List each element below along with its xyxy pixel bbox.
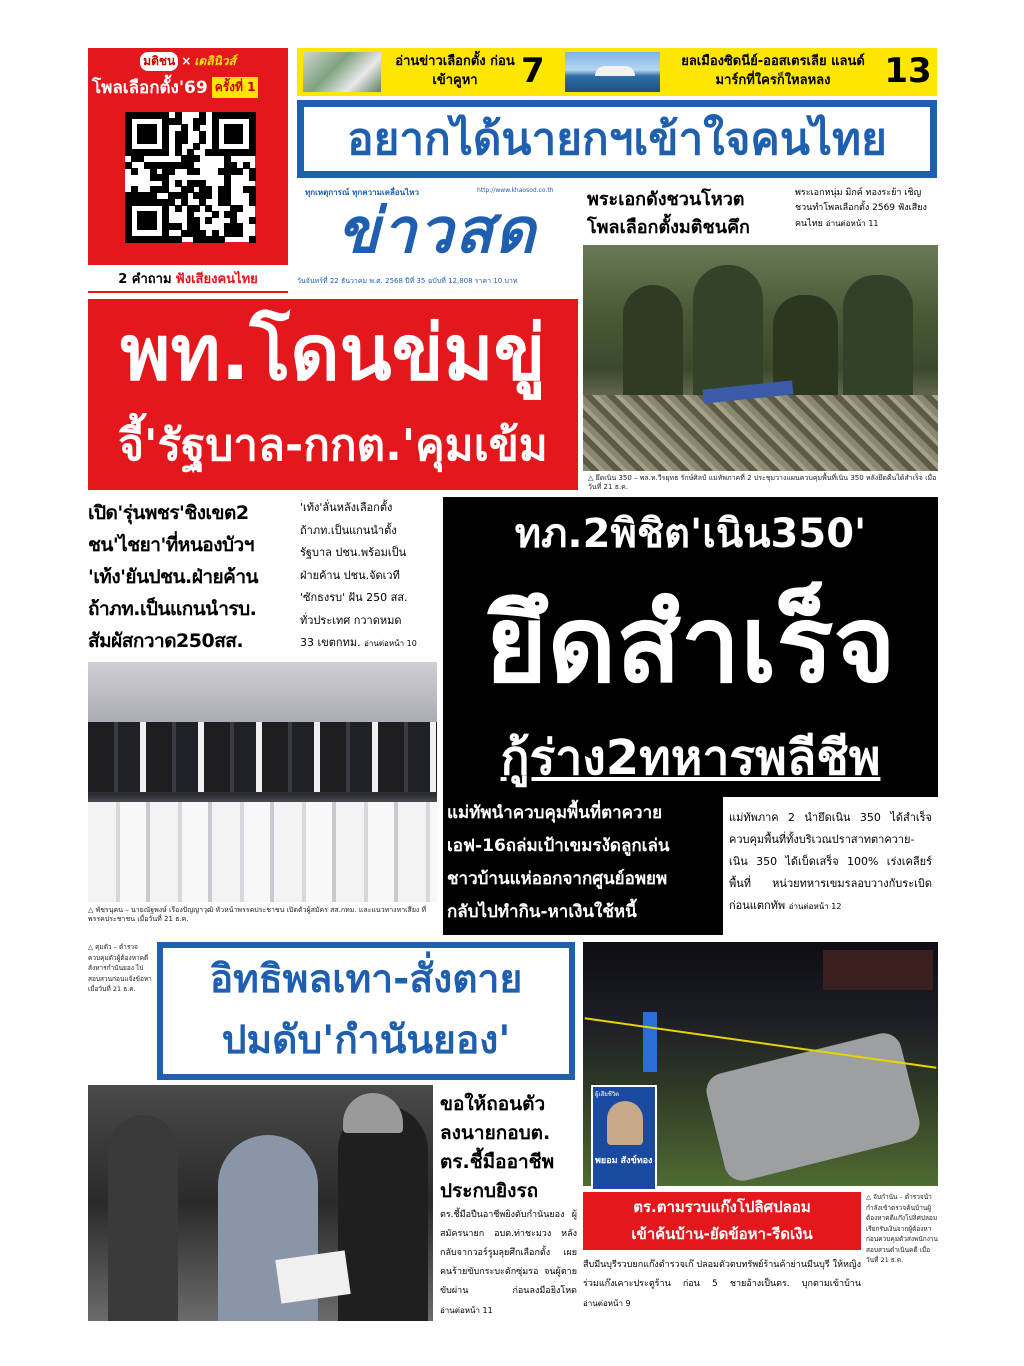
qr-module <box>168 168 175 175</box>
qr-module <box>212 211 219 218</box>
politics-body-line: ฝ่ายค้าน ปชน.จัดเวที <box>300 568 400 582</box>
main-red-line2[interactable]: จี้'รัฐบาล-กกต.'คุมเข้ม <box>118 420 548 471</box>
politics-body <box>300 497 437 656</box>
qr-module <box>193 155 200 162</box>
group-photo[interactable] <box>88 662 437 902</box>
teaser-text-sydney[interactable]: ยลเมืองซิดนีย์-ออสเตรเลีย แลนด์มาร์กที่ใครก็ใหลหลง <box>681 54 865 88</box>
crime-body-text: ตร.ชี้มือปืนอาชีพยิงดับกำนันยอง ผู้สมัครนายก อบต.ท่าชะมวง หลังกลับจากวอร์รูมลุยศึกเลือกตั้ง เผยคนร้ายขับกระบะดักซุ่มรอ จนผู้ตายขับผ่าน ก่อนลงมือยิงโหด <box>440 1210 577 1296</box>
politics-more[interactable]: อ่านต่อหน้า 10 <box>364 639 417 648</box>
camera-icon: △ <box>588 474 594 482</box>
matichon-logo: มติชน <box>140 52 178 71</box>
qr-module <box>236 137 243 144</box>
victim-inset[interactable] <box>591 1085 657 1191</box>
top-banner <box>297 100 937 178</box>
main-red-line1[interactable]: พท.โดนข่มขู่ <box>120 308 546 397</box>
camera-icon: △ <box>88 943 93 951</box>
masthead-slogan: ทุกเหตุการณ์ ทุกความเคลื่อนไหว <box>305 188 419 197</box>
police-more[interactable]: อ่านต่อหน้า 9 <box>583 1299 631 1308</box>
politics-body-line: ถ้าภท.เป็นแกนนำตั้ง <box>300 523 397 537</box>
victim-inset-label: ผู้เสียชีวิต <box>595 1091 620 1098</box>
qr-module <box>199 137 206 144</box>
qr-module <box>193 143 200 150</box>
politics-headline-3[interactable]: 'เท้ง'ยันปชน.ฝ่ายค้าน <box>88 566 259 588</box>
qr-module <box>199 118 206 125</box>
crime-arrest-photo[interactable] <box>88 1085 433 1321</box>
lead-box <box>443 497 938 935</box>
lead-kicker[interactable]: ทภ.2พิชิต'เนิน350' <box>514 511 867 557</box>
victim-name: พยอม สังข์ทอง <box>595 1156 653 1166</box>
teaser-page-sydney: 13 <box>884 51 932 91</box>
teaser-photo-sydney[interactable] <box>565 52 660 92</box>
qr-module <box>249 199 256 206</box>
crime-sub-line[interactable]: ตร.ชี้มืออาชีพ <box>440 1151 555 1173</box>
qr-module <box>205 217 212 224</box>
dailynews-logo: เดลินิวส์ <box>194 53 236 68</box>
crime-body <box>440 1206 577 1321</box>
crime-right-caption-text: จับกำนัน – ตำรวจนำกำลังเข้าตรวจค้นบ้านผู้ต้องหาคดีแก๊งโปลิศปลอม เรียกรับเงินจากผู้ต้องหา ก่อนควบคุมตัวส่งพนักงานสอบสวนดำเนินคดี เมื่อวันที่ 21 ธ.ค. <box>866 1193 938 1264</box>
lead-main[interactable]: ยึดสำเร็จ <box>485 583 896 706</box>
victim-portrait <box>607 1101 643 1145</box>
politics-headline-4[interactable]: ถ้าภท.เป็นแกนนำรบ. <box>88 598 257 620</box>
lead-sub[interactable]: กู้ร่าง2ทหารพลีชีพ <box>500 730 881 786</box>
poll-question-topic: ฟังเสียงคนไทย <box>175 271 258 287</box>
poll-box <box>88 48 288 293</box>
qr-module <box>249 217 256 224</box>
teaser-strip <box>297 48 937 96</box>
crime-more[interactable]: อ่านต่อหน้า 11 <box>440 1306 493 1315</box>
politics-headline-5[interactable]: สัมผัสกวาด250สส. <box>88 630 244 652</box>
poll-question-count: 2 คำถาม <box>118 271 172 287</box>
qr-module <box>193 205 200 212</box>
police-body-text: สืบมีนบุรีรวบยกแก๊งตำรวจเก๊ ปลอมตัวตบทรัพย์ร้านค้าย่านมีนบุรี ให้หญิงร่วมแก๊งเคาะประตูร้าน ก่อน 5 ชายอ้างเป็นตร. บุกตามเข้าบ้าน <box>583 1260 861 1289</box>
police-body <box>583 1256 861 1314</box>
qr-module <box>175 236 182 243</box>
qr-module <box>181 137 188 144</box>
politics-headline-1[interactable]: เปิด'รุ่นพชร'ชิงเขต2 <box>88 502 249 524</box>
politics-body-line: ทั่วประเทศ กวาดหมด <box>300 613 402 627</box>
teaser-photo-election[interactable] <box>303 52 381 92</box>
lead-body-text: แม่ทัพภาค 2 นำยึดเนิน 350 ได้สำเร็จ ควบคุมพื้นที่ทั้งบริเวณปราสาทตาควาย-เนิน 350 ได้เบ็ดเสร็จ 100% เร่งเคลียร์พื้นที่ หน่วยทหารเขมรลอบวางกับระเบิดก่อนแตกทัพ <box>729 811 932 912</box>
banner-headline[interactable]: อยากได้นายกฯเข้าใจคนไทย <box>347 114 887 165</box>
qr-module <box>236 168 243 175</box>
poll-title: โพลเลือกตั้ง'69 <box>92 77 208 98</box>
police-headline-1[interactable]: ตร.ตามรวบแก๊งโปลิศปลอม <box>633 1198 811 1216</box>
crime-sub-line[interactable]: ลงนายกอบต. <box>440 1122 551 1144</box>
group-caption <box>88 906 437 924</box>
politics-body-line: 'ซักธงรบ' ฝัน 250 สส. <box>300 591 408 604</box>
promo-headline-2[interactable]: โพลเลือกตั้งมติชนคึก <box>587 217 750 238</box>
masthead-logo[interactable]: ข่าวสด <box>336 194 538 267</box>
camera-icon: △ <box>866 1193 871 1201</box>
lead-bullet: เอฟ-16ถล่มเป้าเขมรงัดลูกเล่น <box>447 836 670 856</box>
qr-module <box>236 230 243 237</box>
x-separator: × <box>181 54 192 68</box>
police-headline-box <box>583 1192 861 1250</box>
qr-module <box>175 205 182 212</box>
politics-body-line: 'เท้ง'ลั่นหลังเลือกตั้ง <box>300 501 393 514</box>
qr-module <box>193 168 200 175</box>
qr-module <box>249 236 256 243</box>
qr-module <box>218 236 225 243</box>
politics-body-line: รัฐบาล ปชน.พร้อมเป็น <box>300 546 407 559</box>
teaser-page-election: 7 <box>521 51 545 91</box>
teaser-text-election[interactable]: อ่านข่าวเลือกตั้ง ก่อนเข้าคูหา <box>395 54 515 88</box>
politics-headline-2[interactable]: ชน'ไชยา'ที่หนองบัวฯ <box>88 534 254 556</box>
qr-module <box>236 205 243 212</box>
qr-module <box>131 168 138 175</box>
lead-bullet: กลับไปทำกิน-หาเงินใช้หนี้ <box>447 902 637 922</box>
promo-body <box>795 186 937 232</box>
qr-module <box>162 149 169 156</box>
military-caption-text: ยึดเนิน 350 – พล.ท.วีรยุทธ รักษ์ศิลป์ แม่ทัพภาคที่ 2 ประชุมวางแผนควบคุมพื้นที่เนิน 350 หลังยึดคืนได้สำเร็จ เมื่อวันที่ 21 ธ.ค. <box>588 474 937 491</box>
poll-badge: ครั้งที่ 1 <box>212 77 259 98</box>
qr-module <box>150 137 157 144</box>
crime-sub-line[interactable]: ขอให้ถอนตัว <box>440 1093 546 1115</box>
military-photo[interactable] <box>583 245 938 471</box>
qr-module <box>249 149 256 156</box>
qr-module <box>249 174 256 181</box>
lead-body <box>723 797 938 935</box>
crime-right-caption <box>866 1192 938 1266</box>
main-red-box <box>88 299 578 490</box>
masthead-website[interactable]: http://www.khaosod.co.th <box>477 187 554 194</box>
qr-module <box>205 192 212 199</box>
promo-more[interactable]: อ่านต่อหน้า 11 <box>825 219 879 228</box>
group-caption-text: พัชรนุคน – นายณัฐพงษ์ เรืองปัญญาวุฒิ หัวหน้าพรรคประชาชน เปิดตัวผู้สมัคร สส.กทม. และแนวทางหาเสียง ที่พรรคประชาชน เมื่อวันที่ 21 ธ.ค. <box>88 906 427 923</box>
camera-icon: △ <box>88 906 94 914</box>
promo-headline-1[interactable]: พระเอกดังชวนโหวต <box>587 189 745 210</box>
lead-bullet: แม่ทัพนำควบคุมพื้นที่ตาควาย <box>447 803 663 823</box>
masthead-dateline: วันจันทร์ที่ 22 ธันวาคม พ.ศ. 2568 ปีที่ 35 ฉบับที่ 12,808 ราคา 10 บาท <box>297 277 518 285</box>
crime-side-caption-text: คุมตัว – ตำรวจควบคุมตัวผู้ต้องหาคดีสังหารกำนันยอง ไปสอบสวนก่อนแจ้งข้อหา เมื่อวันที่ 21 ธ.ค. <box>88 943 152 993</box>
military-caption <box>588 474 938 492</box>
crime-sub-line[interactable]: ประกบยิงรถ <box>440 1180 539 1202</box>
politics-body-line: 33 เขตกทม. <box>300 636 361 649</box>
crime-headline-2[interactable]: ปมดับ'กำนันยอง' <box>221 1018 511 1063</box>
masthead <box>297 184 577 292</box>
police-headline-2[interactable]: เข้าค้นบ้าน-ยัดข้อหา-รีดเงิน <box>631 1225 813 1243</box>
promo-body-text: พระเอกหนุ่ม มิกค์ ทองระย้า เชิญชวนทำโพลเลือกตั้ง 2569 ฟังเสียงคนไทย <box>795 188 927 229</box>
promo-box <box>583 184 938 240</box>
crime-headline-1[interactable]: อิทธิพลเทา-สั่งตาย <box>209 957 523 1002</box>
politics-headline-box <box>88 497 295 657</box>
qr-module <box>150 223 157 230</box>
lead-bullets <box>443 797 721 929</box>
qr-code[interactable] <box>125 112 255 242</box>
crime-headline-box <box>157 942 575 1080</box>
lead-bullet: ชาวบ้านแห่ออกจากศูนย์อพยพ <box>447 869 668 889</box>
lead-more[interactable]: อ่านต่อหน้า 12 <box>788 902 842 911</box>
crime-sub-headline <box>440 1090 577 1206</box>
crime-side-caption <box>88 942 154 995</box>
